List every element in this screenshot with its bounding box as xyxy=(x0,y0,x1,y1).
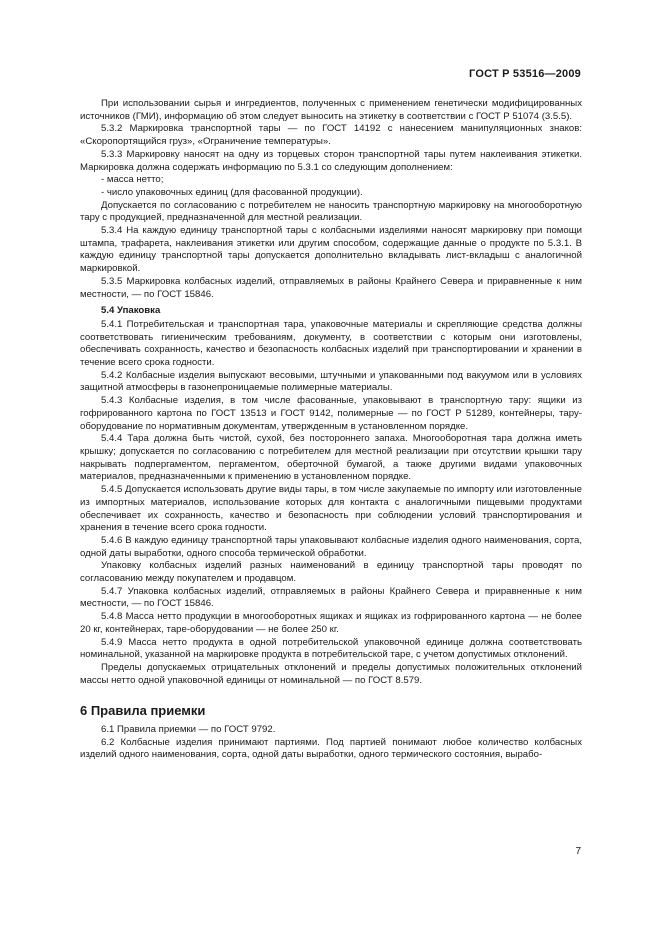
paragraph-5-4-1: 5.4.1 Потребительская и транспортная тара, упаковочные материалы и скрепляющие средства должны соответствовать гигиеническим требованиям, документу, в соответствии с которым они изготовлены, обеспечивать сохранность, качество и безопасность колбасных изделий при транспортировании и хранении в течение всего срока годности. xyxy=(80,318,582,369)
list-item-net-mass: - масса нетто; xyxy=(101,174,164,186)
list-item-unit-count: - число упаковочных единиц (для фасованной продукции). xyxy=(101,186,363,198)
paragraph-5-4-8: 5.4.8 Масса нетто продукции в многооборотных ящиках и ящиках из гофрированного картона — не более 20 кг, контейнерах, таре-оборудовании — не более 250 кг. xyxy=(80,611,582,635)
paragraph-5-4-9: 5.4.9 Масса нетто продукта в одной потребительской упаковочной единице должна соответствовать номинальной, указанной на маркировке продукта в потребительской таре, с учетом допустимых отклонений. xyxy=(80,636,582,661)
paragraph-5-3-5: 5.3.5 Маркировка колбасных изделий, отправляемых в районы Крайнего Севера и приравненные к ним местности, — по ГОСТ 15846. xyxy=(80,275,582,300)
section-heading-6: 6 Правила приемки xyxy=(80,703,206,719)
paragraph-5-3-3: 5.3.3 Маркировку наносят на одну из торцевых сторон транспортной тары путем наклеивания этикетки. Маркировка должна содержать информацию по 5.3.1 со следующим дополнением: xyxy=(80,148,582,173)
paragraph-5-3-4: 5.3.4 На каждую единицу транспортной тары с колбасными изделиями наносят маркировку при помощи штампа, трафарета, наклеивания этикетки или другим способом, содержащие данные о продукте по 5.3.1. В каждую единицу транспортной тары допускается дополнительно вкладывать лист-вкладыш с аналогичной маркировкой. xyxy=(80,225,582,275)
section-heading-5-4: 5.4 Упаковка xyxy=(101,305,161,317)
paragraph-allowed-no-marking: Допускается по согласованию с потребителем не наносить транспортную маркировку на многооборотную тару с продукцией, предназначенной для местной реализации. xyxy=(80,199,582,224)
paragraph-6-2: 6.2 Колбасные изделия принимают партиями. Под партией понимают любое количество колбасных изделий одного наименования, сорта, одной даты выработки, одного термического состояния, вырабо- xyxy=(80,736,582,761)
paragraph-6-1: 6.1 Правила приемки — по ГОСТ 9792. xyxy=(101,724,276,736)
paragraph-5-4-7: 5.4.7 Упаковка колбасных изделий, отправляемых в районы Крайнего Севера и приравненные к ним местности, — по ГОСТ 15846. xyxy=(80,585,582,610)
standard-designation: ГОСТ Р 53516—2009 xyxy=(469,68,581,80)
page-number: 7 xyxy=(575,846,581,857)
paragraph-packing-agreement: Упаковку колбасных изделий разных наименований в единицу транспортной тары проводят по согласованию между покупателем и продавцом. xyxy=(80,560,582,585)
paragraph-5-4-5: 5.4.5 Допускается использовать другие виды тары, в том числе закупаемые по импорту или изготовленные из импортных материалов, использование которых для контакта с аналогичными пищевыми продуктами обеспечивает их сохранность, качество и безопасность при соблюдении условий транспортирования и хранения в течение всего срока годности. xyxy=(80,484,582,534)
document-body xyxy=(80,98,582,762)
paragraph-5-3-2: 5.3.2 Маркировка транспортной тары — по ГОСТ 14192 с нанесением манипуляционных знаков: «Скоропортящийся груз», «Ограничение температуры». xyxy=(80,123,582,148)
paragraph-5-4-3: 5.4.3 Колбасные изделия, в том числе фасованные, упаковывают в транспортную тару: ящики из гофрированного картона по ГОСТ 13513 и ГОСТ 9142, полимерные — по ГОСТ Р 51289, контейнеры, тару-оборудование по нормативным документам, утвержденным в установленном порядке. xyxy=(80,395,582,432)
paragraph-5-4-4: 5.4.4 Тара должна быть чистой, сухой, без постороннего запаха. Многооборотная тара должна иметь крышку; допускается по согласованию с потребителем для местной реализации при отсутствии крышки тару накрывать подпергаментом, пергаментом, оберточной бумагой, а также другими видами упаковочных материалов, предназначенными к применению в установленном порядке. xyxy=(80,433,582,483)
paragraph-gmi: При использовании сырья и ингредиентов, полученных с применением генетически модифицированных источников (ГМИ), информацию об этом следует выносить на этикетку в соответствии с ГОСТ Р 51074 (3.5.5). xyxy=(80,98,582,122)
paragraph-5-4-6: 5.4.6 В каждую единицу транспортной тары упаковывают колбасные изделия одного наименования, сорта, одной даты выработки, одного способа термической обработки. xyxy=(80,534,582,559)
paragraph-5-4-2: 5.4.2 Колбасные изделия выпускают весовыми, штучными и упакованными под вакуумом или в условиях защитной атмосферы в газонепроницаемые полимерные материалы. xyxy=(80,369,582,394)
paragraph-deviation-limits: Пределы допускаемых отрицательных отклонений и пределы допустимых положительных отклонений массы нетто одной упаковочной единицы от номинальной — по ГОСТ 8.579. xyxy=(80,661,582,686)
